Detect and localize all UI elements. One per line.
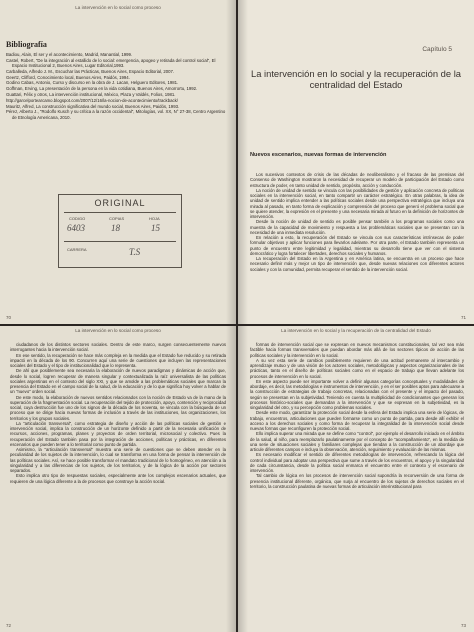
stamp-copias-label: COPIAS xyxy=(109,216,125,221)
paragraph: Asimismo, la "articulación transversal" muestra una serie de cuestiones que se deben atender en la peculiaridad de los sujetos de la intervención, lo cual se transforma en una forma de pensar la intervención de las políticas sociales. Así, se hace posible transformar el mandato tradicional de lo homogéneo, en atención a la singularidad y a las diferencias de los sujetos, de los territorios, y de la lógica de la acción por sectores separados. xyxy=(10,447,226,473)
page-intervention-process xyxy=(0,326,236,632)
gutter-shadow xyxy=(238,326,248,632)
original-stamp xyxy=(58,194,182,268)
page-number: 73 xyxy=(460,623,466,628)
reference-item: Mauritz, Alfred, La construcción significativa del mundo social, Buenos Aires, Paidós, 1993. xyxy=(6,103,180,109)
running-head: La intervención en lo social como proceso xyxy=(75,328,161,333)
paragraph: formas de intervención social que se expresan en nuevos mecanismos constitucionales, tal vez sea más factible hacia formas transversales que puedan abordar más allá de los sectores típicos de acción de las políticas sociales y la intervención en lo social. xyxy=(250,342,464,358)
paragraph: De ahí que posiblemente sea necesaria la elaboración de nuevos paradigmas y dinámicas de acción que, desde lo social, logren recuperar de manera singular y contextualizada la raíz universalista de las políticas sociales argentinas en el contexto del siglo XXI, y que se amolde a las problemáticas sociales que marcan la presencia del Estado en el campo social de la salud, de la educación y de lo que significa hoy volver a hablar de un "nuevo" orden social. xyxy=(10,368,226,395)
stamp-divider xyxy=(64,212,176,213)
section-title: Bibliografía xyxy=(6,40,47,49)
paragraph: Desde la noción de unidad de sentido es posible pensar también a los programas sociales como una muestra de la capacidad de movimiento y respuesta a las problemáticas sociales que se presentan con la necesidad de una inmediata resolución. xyxy=(250,219,464,235)
paragraph: ciudadanos de los distintos sectores sociales. Dentro de este marco, surgen consecuentemente nuevos interrogantes hacia la intervención social. xyxy=(10,342,226,353)
stamp-codigo-value: 6403 xyxy=(67,223,85,233)
paragraph: Es necesario modificar el sentido de diferentes metodologías de intervención, refrescando la lógica del control individual para adoptar una perspectiva que sume a través de los encuentros, el apoyo y la singularidad de cada circunstancia, desde la política social enmarca el encuentro entre el contexto y el escenario de intervención. xyxy=(250,452,464,473)
reference-item: Carballeda, Alfredo J. M., Escuchar las Prácticas, Buenos Aires, Espacio Editorial, 2007. xyxy=(6,68,175,74)
reference-item: Pérez, Alberto J., "Rodolfo Kusch y su crítica a la razón occidental", Mitologías, vol. XX, N° 27-38, Centro Argentino de Etnología Americana, 2010. xyxy=(6,109,226,120)
stamp-carrera-label: CARRERA xyxy=(67,247,87,252)
reference-item: Castel, Robert, "De la integración al estallido de lo social: emergencia, apogeo y retirada del control social", El Espacio Institucional 2, Buenos Aires, Lugar Editorial,1993. xyxy=(6,57,216,69)
paragraph: De este modo, la elaboración de nuevos sentidos relacionados con la noción de Estado va de la mano de la superación de la fragmentación social. La recuperación del tejido de protección, apoyo, contención y reciprocidad social, cuya destrucción fue uno de los signos de la década de los noventa, se vincula con la búsqueda de un proceso que se dirige hacia nuevas formas de inclusión a través de las instituciones, las organizaciones, los territorios y los grupos sociales. xyxy=(10,394,226,421)
paragraph: En relación a esto, la recuperación del Estado se vincula con sus características intrínsecas de poder formular objetivos y aplicar funciones para llevarlos adelante. Por otra parte, el Estado también representa un punto de encuentro entre legitimidad y legalidad, mientras su desarrollo tiene que ver con el sistema democrático y logra fortalecer libertades, derechos sociales y humanos. xyxy=(250,235,464,256)
stamp-hoja-value: 15 xyxy=(151,223,160,233)
reference-list xyxy=(6,52,228,121)
reference-item: http://garcelportearcamo.blogspot.com/2007/12/16/la-nocion-de-acontecimiento/trackback/ xyxy=(6,97,178,103)
page-number: 72 xyxy=(6,623,12,628)
paragraph: La noción de unidad de sentido se vincula con las posibilidades de gestión y aplicación concreta de políticas sociales en la intervención social, en tanto compartir un carácter estratégico. En otras palabras, la idea de unidad de sentido implica entender a las políticas sociales desde una perspectiva estratégica que incluya una mirada al pasado, en tanto forma de explicación y comprensión del proceso que generó el problema social que se quiere atender, la expresión en el presente y una necesaria mirada al futuro en la definición de horizontes de intervención. xyxy=(250,187,464,219)
page-number: 71 xyxy=(460,315,466,320)
paragraph: Desde este modo, garantizar la protección social desde la esfera del Estado implica una serie de lógicas, de trabajo, encuentros, articulaciones que pueden formarse como un punto de partida, para desde allí exhibir el acceso a los derechos sociales y como forma de recuperar la integralidad de la intervención social desde nuevas formas que reconfiguren la protección social. xyxy=(250,410,464,431)
paragraph: Esto implica otro tipo de respuestas sociales, especialmente ante los complejos escenarios actuales, que requieren de una lógica diferente a la de procesos que construye la acción social. xyxy=(10,473,226,484)
body-text xyxy=(250,172,464,272)
paragraph: La "articulación transversal", como estrategia de diseño y acción de las políticas sociales de gestión e intervención social, implica la construcción de un horizonte definido a partir de la necesaria unificación de recursos, acciones, programas, planes y proyectos de orden territorial, microsocial y colectivo. Pues la recuperación del Estado también pasa por la integración de acciones, políticas y prácticas, en diferentes escenarios que pueden tener a lo territorial como punto de partida. xyxy=(10,420,226,447)
paragraph: La recuperación del Estado en la Argentina y en América latina, se encuentra en un proceso que hace necesario definir más y mejor un tipo de intervención que, desde nuevas relaciones con diferentes actores sociales y con la comunidad, permita recuperar el sentido de la intervención social. xyxy=(250,256,464,272)
stamp-divider xyxy=(64,241,176,242)
stamp-hoja-label: HOJA xyxy=(149,216,160,221)
reference-item: Goffman, Erving, La presentación de la persona en la vida cotidiana, Buenos Aires, Amorrortu, 1992. xyxy=(6,86,198,92)
page-number: 70 xyxy=(6,315,12,320)
paragraph: En ese sentido, la recuperación se hace más compleja en la medida que el Estado fue reducido y su retirada impactó en la década de los 90. Concurren aquí una serie de cuestiones que incluyen las representaciones sociales del Estado y el tipo de institucionalidad que lo representa. xyxy=(10,352,226,368)
stamp-copias-value: 18 xyxy=(111,223,120,233)
page-bibliography xyxy=(0,0,236,324)
paragraph: A su vez esta serie de cambios posiblemente requieren de una actitud permanente al intercambio y aprendizaje mutuo y de una visión de los actores sociales, metodológicas y aspectos organizacionales de las prácticas, tanto en el diseño de políticas sociales como en el espacio de trabajo que llevan adelante los procesos de intervención en lo social. xyxy=(250,357,464,379)
chapter-title: La intervención en lo social y la recuperación de la centralidad del Estado xyxy=(250,68,462,90)
gutter-shadow xyxy=(226,326,236,632)
page-chapter-5 xyxy=(238,0,474,324)
reference-item: Guattari, Félix y otros, La intervención institucional, México, Plaza y Valdés, Folios, 1981. xyxy=(6,92,176,98)
body-text xyxy=(10,342,226,484)
chapter-label: Capítulo 5 xyxy=(422,46,452,53)
section-heading: Nuevos escenarios, nuevas formas de intervención xyxy=(250,152,387,158)
reference-item: Geertz, Clifford, Conocimiento local, Buenos Aires, Paidós, 1994. xyxy=(6,74,130,80)
reference-item: Badiou, Alain, El ser y el acontecimiento, Madrid, Manantial, 1999. xyxy=(6,52,133,57)
running-head: La intervención en lo social y la recuperación de la centralidad del Estado xyxy=(281,328,431,333)
paragraph: Tal cambio de lógica en los procesos de intervención social supondría la reconversión de una forma de presencia institucional diferente, orgánica, que surja al encuentro de los sujetos de derechos sociales en el territorio, la construcción paulatina de nuevas formas de articulación interinstitucional para xyxy=(250,473,464,489)
gutter-shadow xyxy=(238,0,248,324)
paragraph: En este aspecto puede ser importante volver a definir algunas categorías conceptuales y modalidades de abordaje, es decir, las metodologías e instrumentos de intervención, y en el ser posibles aptos para adecuarse a la construcción de estrategias de trabajo concretas, relacionadas con el presente y el impacto del pasado, según se presentan en la subjetividad. Teniendo en cuenta la multiplicidad de condicionantes que generan los procesos histórico-sociales que demandan a la intervención y que se expresan en la subjetividad, es la singularidad del otro, y su percepción como problemas sociales. xyxy=(250,378,465,410)
stamp-title: ORIGINAL xyxy=(94,198,146,208)
stamp-carrera-value: T.S xyxy=(129,247,141,257)
reference-item: Godino Cabas, Antonio, Curso y discurso en la obra de J. Lacan, Helguero Editores, 1981. xyxy=(6,80,179,86)
page-state-centrality xyxy=(238,326,474,632)
paragraph: Los sucesivos contextos de crisis de las décadas de neoliberalismo y el fracaso de las premisas del Consenso de Washington mostraron la necesidad de recuperar un modelo de participación del Estado como estructura de poder, en tanto unidad de sentido, propósito, acción y conducción. xyxy=(250,172,464,188)
running-head: La intervención en lo social como proceso xyxy=(75,5,161,10)
stamp-codigo-label: CODIGO xyxy=(69,216,86,221)
body-text xyxy=(250,342,464,489)
paragraph: Ello implica superar una mirada que se define como "control", por ejemplo el desarrollo iniciado en el ámbito de la salud, al niño, para reemplazarlo paulatinamente por el concepto de "acompañamiento", en la medida de una serie de situaciones sociales y familiares complejas que tiendan a la construcción de un abordaje que articule diferentes campos e incluya la observación, atención, seguimiento y evaluación de las mismas. xyxy=(250,431,464,452)
gutter-shadow xyxy=(226,0,236,324)
